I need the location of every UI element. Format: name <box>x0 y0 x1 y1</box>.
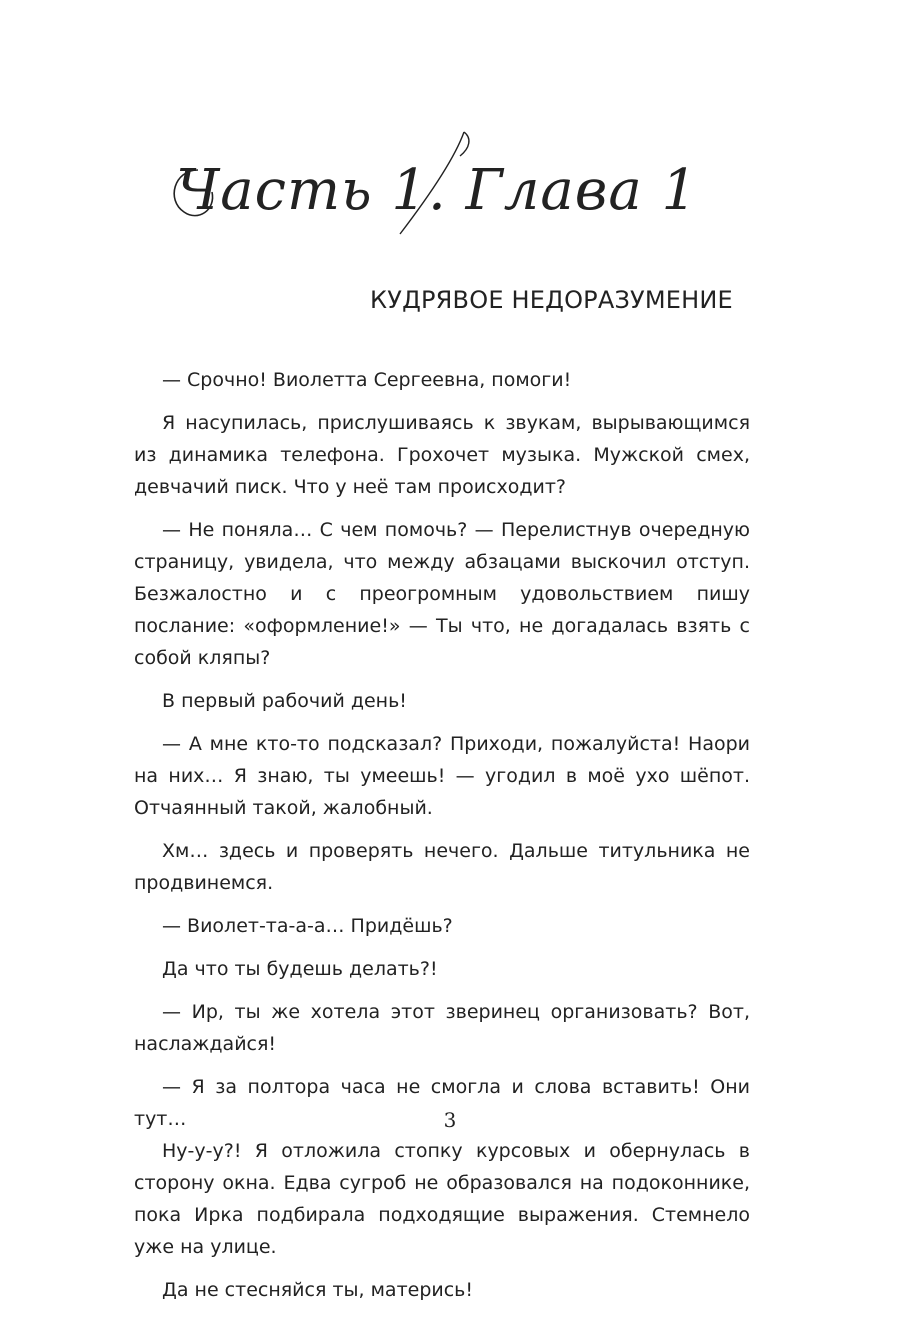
paragraph: Да не стесняйся ты, матерись! <box>162 1279 473 1301</box>
paragraph: — Срочно! Виолетта Сергеевна, помоги! <box>162 369 572 391</box>
chapter-title-text: Часть 1. Глава 1 <box>176 158 699 223</box>
paragraph: Да что ты будешь делать?! <box>162 958 438 980</box>
paragraph: Хм… здесь и проверять нечего. Дальше титульника не продвинемся. <box>134 840 750 894</box>
page-number: 3 <box>443 1108 457 1132</box>
chapter-title <box>164 130 764 240</box>
paragraph: — Не поняла… С чем помочь? — Перелистнув очередную страницу, увидела, что между абзацами выскочил отступ. Безжалостно и с преогромным удовольствием пишу послание: «оформление!» — Ты что, не догадалась взять с собой кляпы? <box>134 519 750 669</box>
paragraph: — Я за полтора часа не смогла и слова вставить! Они тут… <box>134 1076 750 1130</box>
body-text <box>134 364 750 1317</box>
paragraph: Я насупилась, прислушиваясь к звукам, вырывающимся из динамика телефона. Грохочет музыка. Мужской смех, девчачий писк. Что у неё там происходит? <box>134 412 750 498</box>
paragraph: — Виолет-та-а-а… Придёшь? <box>162 915 453 937</box>
paragraph: — Ир, ты же хотела этот зверинец организовать? Вот, наслаждайся! <box>134 1001 750 1055</box>
paragraph: Ну-у-у?! Я отложила стопку курсовых и обернулась в сторону окна. Едва сугроб не образовался на подоконнике, пока Ирка подбирала подходящие выражения. Стемнело уже на улице. <box>134 1140 750 1258</box>
chapter-subtitle: КУДРЯВОЕ НЕДОРАЗУМЕНИЕ <box>370 286 733 314</box>
paragraph: В первый рабочий день! <box>162 690 407 712</box>
paragraph: — А мне кто-то подсказал? Приходи, пожалуйста! Наори на них… Я знаю, ты умеешь! — угодил в моё ухо шёпот. Отчаянный такой, жалобный. <box>134 733 750 819</box>
